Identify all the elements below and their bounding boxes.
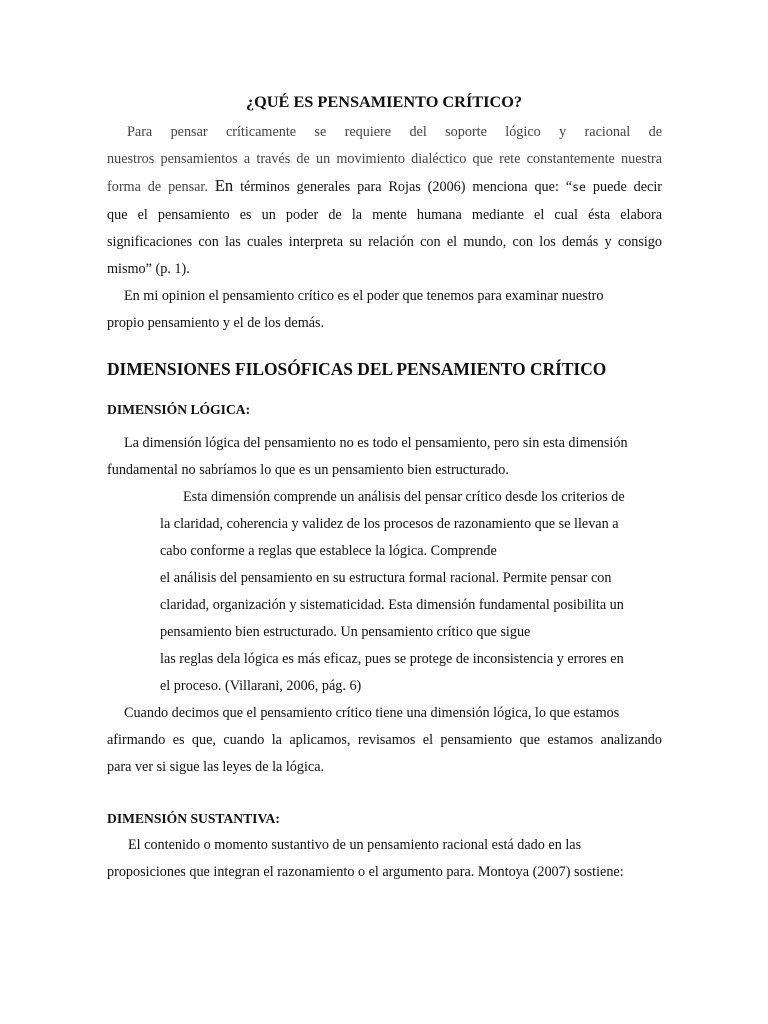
intro-line-3-a: forma de pensar. bbox=[107, 179, 208, 195]
sustantiva-para-line-1: El contenido o momento sustantivo de un pensamiento racional está dado en las bbox=[128, 837, 582, 853]
intro-line-5: significaciones con las cuales interpreta su relación con el mundo, con los demás y consigo bbox=[107, 234, 662, 250]
quote-line-6: pensamiento bien estructurado. Un pensamiento crítico que sigue bbox=[160, 624, 531, 640]
logica-para-line-2: fundamental no sabríamos lo que es un pensamiento bien estructurado. bbox=[107, 462, 509, 478]
intro-line-3-b: En bbox=[214, 176, 234, 195]
quote-line-7: las reglas dela lógica es más eficaz, pues se protege de inconsistencia y errores en bbox=[160, 651, 624, 667]
document-title: ¿QUÉ ES PENSAMIENTO CRÍTICO? bbox=[245, 92, 523, 111]
logica-heading: DIMENSIÓN LÓGICA: bbox=[107, 402, 251, 417]
intro-line-6: mismo” (p. 1). bbox=[107, 261, 190, 277]
quote-line-5: claridad, organización y sistematicidad. Esta dimensión fundamental posibilita un bbox=[160, 597, 624, 613]
sustantiva-heading: DIMENSIÓN SUSTANTIVA: bbox=[107, 811, 280, 826]
section-heading: DIMENSIONES FILOSÓFICAS DEL PENSAMIENTO CRÍTICO bbox=[107, 359, 607, 379]
logica-conclusion-line-2: afirmando es que, cuando la aplicamos, revisamos el pensamiento que estamos analizando bbox=[107, 732, 662, 748]
quote-line-2: la claridad, coherencia y validez de los procesos de razonamiento que se llevan a bbox=[160, 516, 619, 532]
intro-line-4: que el pensamiento es un poder de la mente humana mediante el cual ésta elabora bbox=[107, 207, 662, 223]
logica-conclusion-line-3: para ver si sigue las leyes de la lógica. bbox=[107, 759, 325, 775]
intro-line-8: propio pensamiento y el de los demás. bbox=[107, 315, 325, 331]
logica-para-line-1: La dimensión lógica del pensamiento no es todo el pensamiento, pero sin esta dimensión bbox=[124, 435, 628, 451]
logica-conclusion-line-1: Cuando decimos que el pensamiento crítico tiene una dimensión lógica, lo que estamos bbox=[124, 705, 620, 721]
quote-line-1: Esta dimensión comprende un análisis del pensar crítico desde los criterios de bbox=[183, 489, 625, 505]
intro-line-1: Para pensar críticamente se requiere del soporte lógico y racional de bbox=[127, 124, 662, 140]
quote-line-8: el proceso. (Villarani, 2006, pág. 6) bbox=[160, 678, 362, 694]
sustantiva-para-line-2: proposiciones que integran el razonamiento o el argumento para. Montoya (2007) sostiene: bbox=[107, 864, 624, 880]
quote-line-3: cabo conforme a reglas que establece la lógica. Comprende bbox=[160, 543, 497, 559]
intro-line-2: nuestros pensamientos a través de un movimiento dialéctico que rete constantemente nuestra bbox=[107, 151, 662, 167]
intro-line-7: En mi opinion el pensamiento crítico es el poder que tenemos para examinar nuestro bbox=[124, 288, 604, 304]
intro-line-3-e: puede decir bbox=[585, 179, 663, 195]
intro-line-3 bbox=[107, 177, 662, 196]
quote-line-4: el análisis del pensamiento en su estructura formal racional. Permite pensar con bbox=[160, 570, 612, 586]
intro-line-3-d: se bbox=[572, 180, 586, 194]
intro-line-3-c: términos generales para Rojas (2006) menciona que: “ bbox=[240, 179, 573, 195]
